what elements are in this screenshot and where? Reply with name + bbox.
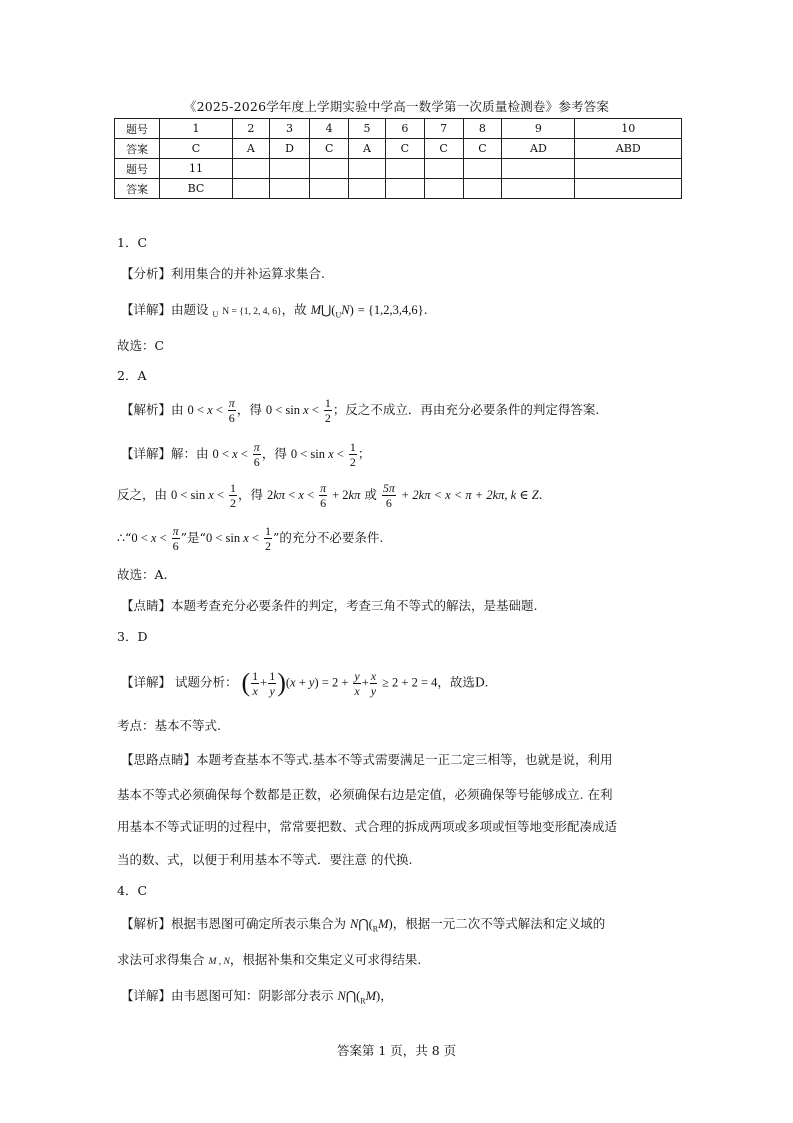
q3-idea-line-1: 【思路点睛】本题考查基本不等式.基本不等式需要满足一正二定三相等，也就是说，利用 [121, 752, 613, 767]
q1-detail: 【详解】由题设 $_U$ N = {1, 2, 4, 6}，故 $M⋃(_UN) = \{1,2,3,4,6\}$. [121, 302, 428, 320]
q2-converse: 反之，由 0 < sin x < $\frac{1}{2}$ ，得 2kπ < x < $\frac{\pi}{6}$ + 2kπ 或 $\frac{5\pi}{6}$ + 2kπ < x < π + 2kπ, k ∈ Z. [117, 481, 543, 510]
table-cell [502, 179, 575, 199]
table-cell [424, 159, 463, 179]
table-cell [575, 179, 682, 199]
q3-idea-line-3: 用基本不等式证明的过程中，常常要把数、式合理的拆成两项或多项或恒等地变形配凑成适 [117, 819, 618, 834]
table-cell [385, 179, 424, 199]
table-cell [463, 159, 502, 179]
q3-point: 考点：基本不等式. [117, 718, 221, 733]
table-cell: C [463, 139, 502, 159]
table-row [115, 159, 682, 179]
table-cell: D [269, 139, 309, 159]
table-cell [575, 159, 682, 179]
answer-table [114, 118, 682, 199]
table-cell: 11 [160, 159, 233, 179]
table-cell: C [160, 139, 233, 159]
table-cell: 5 [349, 119, 386, 139]
q4-analysis-line-2: 求法可求得集合 M , N，根据补集和交集定义可求得结果. [117, 952, 422, 967]
q2-choose: 故选：A. [117, 567, 168, 582]
row-label: 答案 [115, 139, 160, 159]
table-cell: 10 [575, 119, 682, 139]
question-3-heading: 3．D [117, 629, 148, 644]
q1-analysis: 【分析】利用集合的并补运算求集合. [121, 266, 325, 281]
page-footer: 答案第 1 页，共 8 页 [336, 1043, 457, 1058]
q3-idea-line-2: 基本不等式必须确保每个数都是正数，必须确保右边是定值，必须确保等号能够成立. 在利 [117, 787, 613, 802]
table-cell [424, 179, 463, 199]
table-cell: A [349, 139, 386, 159]
table-cell [269, 159, 309, 179]
table-cell: 3 [269, 119, 309, 139]
table-cell [269, 179, 309, 199]
question-4-heading: 4．C [117, 883, 148, 898]
q3-idea-line-4: 当的数、式，以便于利用基本不等式．要注意 的代换. [117, 852, 413, 867]
table-row [115, 179, 682, 199]
table-cell: A [232, 139, 269, 159]
table-row [115, 139, 682, 159]
table-cell: C [310, 139, 349, 159]
q2-conclusion: ∴“0 < x < $\frac{\pi}{6}$ ”是“0 < sin x < $\frac{1}{2}$ ”的充分不必要条件. [117, 524, 384, 553]
table-cell: C [385, 139, 424, 159]
table-cell [232, 179, 269, 199]
table-row [115, 119, 682, 139]
table-cell [385, 159, 424, 179]
table-cell [349, 179, 386, 199]
q1-choose: 故选：C [117, 338, 165, 353]
q2-detail: 【详解】解：由 0 < x < $\frac{\pi}{6}$ ，得 0 < sin x < $\frac{1}{2}$ ； [121, 440, 371, 469]
q4-detail: 【详解】由韦恩图可知：阴影部分表示 $N⋂(_RM)$， [121, 988, 393, 1006]
table-cell: BC [160, 179, 233, 199]
table-cell: 8 [463, 119, 502, 139]
table-cell: 1 [160, 119, 233, 139]
table-cell [310, 179, 349, 199]
table-cell [232, 159, 269, 179]
table-cell: 4 [310, 119, 349, 139]
q4-analysis-line-1: 【解析】根据韦恩图可确定所表示集合为 $N⋂(_RM)$，根据一元二次不等式解法和定义域的 [121, 916, 606, 934]
table-cell: AD [502, 139, 575, 159]
row-label: 题号 [115, 159, 160, 179]
table-cell: 7 [424, 119, 463, 139]
table-cell [310, 159, 349, 179]
table-cell [463, 179, 502, 199]
q2-comment: 【点睛】本题考查充分必要条件的判定，考查三角不等式的解法，是基础题. [121, 598, 538, 613]
row-label: 答案 [115, 179, 160, 199]
question-1-heading: 1．C [117, 235, 148, 250]
table-cell: 9 [502, 119, 575, 139]
q3-detail: 【详解】 试题分析： ( $\frac{1}{x}$ + $\frac{1}{y}$ )(x + y) = 2 + $\frac{y}{x}$ + $\frac{x}{y}$ ≥ 2 + 2 = 4，故选D. [121, 668, 489, 698]
table-cell: 6 [385, 119, 424, 139]
table-cell: 2 [232, 119, 269, 139]
row-label: 题号 [115, 119, 160, 139]
question-2-heading: 2．A [117, 368, 147, 383]
table-cell: C [424, 139, 463, 159]
table-cell [349, 159, 386, 179]
page-title: 《2025-2026学年度上学期实验中学高一数学第一次质量检测卷》参考答案 [183, 99, 610, 114]
table-cell: ABD [575, 139, 682, 159]
q2-analysis: 【解析】由 0 < x < $\frac{\pi}{6}$ ，得 0 < sin x < $\frac{1}{2}$ ；反之不成立．再由充分必要条件的判定得答案. [121, 396, 600, 425]
table-cell [502, 159, 575, 179]
